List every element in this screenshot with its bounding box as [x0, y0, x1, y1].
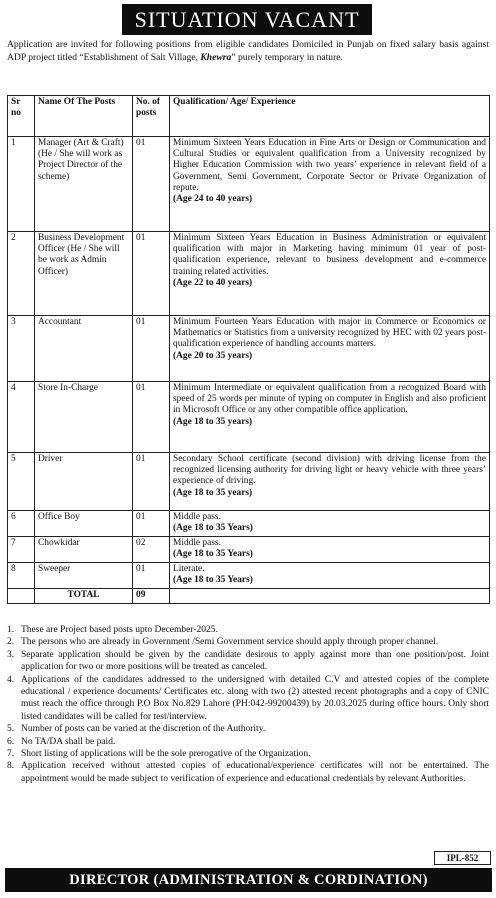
note-text: The persons who are already in Government /Semi Government service should apply through proper channel.	[21, 637, 439, 648]
row-qualification	[170, 316, 490, 382]
row-qualification	[170, 563, 490, 589]
qualification-text: Literate.	[173, 564, 205, 574]
note-text: Applications of the candidates addressed to the undersigned with detailed C.V and attested copies of the complete educational / experience documents/ Certificates etc. along with two (2) attested recent photographs and a copy of CNIC must reach the office through P.O Box No.829 Lahore (PH:042-99200439) by 20.03.2025 during office hours. Only short listed candidates will be called for test/interview.	[21, 674, 489, 722]
note-text: Number of posts can be varied at the discretion of the Authority.	[21, 724, 266, 735]
row-qualification	[170, 511, 490, 537]
row-post-count: 02	[133, 537, 170, 563]
row-post-name: Sweeper	[35, 563, 133, 589]
qualification-text: Secondary School certificate (second division) with driving license from the recognized licensing authority for driving light or heavy vehicle with three years’ experience of driving.	[173, 454, 486, 487]
header-name: Name Of The Posts	[35, 96, 133, 137]
footer-banner: DIRECTOR (ADMINISTRATION & CORDINATION)	[5, 868, 492, 892]
positions-table	[7, 95, 490, 604]
note-item	[7, 674, 489, 724]
header-qual: Qualification/ Age/ Experience	[170, 96, 490, 137]
table-row	[8, 453, 490, 511]
qualification-text: Minimum Sixteen Years Education in Fine Arts or Design or Communication and Cultural Studies or equivalent qualification from a University recognized by Higher Education Commission with two years’ experience in relevant field of a Government, Semi Government, Corporate Sector or Private Organization of repute.	[173, 138, 486, 193]
note-item	[7, 636, 489, 648]
row-qualification	[170, 232, 490, 316]
table-total-row	[8, 589, 490, 604]
row-sr: 8	[8, 563, 35, 589]
table-row	[8, 137, 490, 232]
note-text: No TA/DA shall be paid.	[21, 736, 116, 747]
note-text: Application received without attested copies of educational/experience certificates will not be entertained. The appointment would be made subject to verification of experience and educational credentials by relevant Authorities.	[21, 761, 489, 784]
row-post-name: Manager (Art & Craft) (He / She will work as Project Director of the scheme)	[35, 137, 133, 232]
age-limit: (Age 20 to 35 years)	[173, 350, 253, 361]
row-qualification	[170, 537, 490, 563]
table-row	[8, 232, 490, 316]
note-number: 4.	[7, 674, 15, 685]
intro-paragraph	[7, 39, 489, 64]
row-qualification	[170, 137, 490, 232]
note-item	[7, 736, 489, 748]
qualification-text: Minimum Fourteen Years Education with major in Commerce or Economics or Mathematics or Statistics from a university recognized by HEC with 02 years post-qualification experience of handling accounts matters.	[173, 317, 486, 350]
row-qualification	[170, 382, 490, 453]
note-number: 5.	[7, 724, 15, 735]
intro-text: Application are invited for following positions from eligible candidates Domiciled in Punjab on fixed salary basis against ADP project titled “Establishment of Salt Village,	[7, 39, 489, 63]
intro-text-end: ” purely temporary in nature.	[231, 51, 343, 63]
note-number: 1.	[7, 625, 15, 635]
row-post-count: 01	[133, 453, 170, 511]
age-limit: (Age 24 to 40 years)	[173, 194, 253, 205]
intro-emphasis: Khewra	[200, 51, 232, 63]
row-post-name: Business Development Officer (He / She will be work as Admin Officer)	[35, 232, 133, 316]
note-number: 7.	[7, 749, 15, 760]
row-post-name: Chowkidar	[35, 537, 133, 563]
note-text: These are Project based posts upto December-2025.	[21, 625, 218, 635]
row-sr: 3	[8, 316, 35, 382]
note-text: Short listing of applications will be the sole prerogative of the Organization.	[21, 749, 311, 760]
page-title: SITUATION VACANT	[122, 4, 372, 35]
note-number: 6.	[7, 736, 15, 747]
header-num: No. of posts	[133, 96, 170, 137]
note-item	[7, 760, 489, 785]
age-limit: (Age 22 to 40 years)	[173, 277, 253, 288]
row-sr: 4	[8, 382, 35, 453]
note-item	[7, 723, 489, 735]
qualification-text: Middle pass.	[173, 512, 221, 522]
row-post-count: 01	[133, 137, 170, 232]
row-post-name: Office Boy	[35, 511, 133, 537]
note-number: 2.	[7, 637, 15, 648]
qualification-text: Minimum Intermediate or equivalent qualification from a recognized Board with speed of 25 words per minute of typing on computer in English and also proficient in Microsoft Office or any other compatible office application.	[173, 383, 486, 416]
total-value: 09	[133, 589, 170, 604]
total-blank	[170, 589, 490, 604]
note-item	[7, 624, 489, 636]
note-number: 3.	[7, 649, 15, 660]
reference-code: IPL-852	[434, 851, 491, 865]
total-label: TOTAL	[35, 589, 133, 604]
row-sr: 1	[8, 137, 35, 232]
row-sr: 2	[8, 232, 35, 316]
age-limit: (Age 18 to 35 Years)	[173, 549, 253, 560]
age-limit: (Age 18 to 35 years)	[173, 416, 253, 427]
note-number: 8.	[7, 761, 15, 772]
row-post-count: 01	[133, 563, 170, 589]
row-post-count: 01	[133, 316, 170, 382]
total-empty	[8, 589, 35, 604]
notes-list	[7, 624, 489, 785]
table-row	[8, 563, 490, 589]
header-sr: Sr no	[8, 96, 35, 137]
age-limit: (Age 18 to 35 Years)	[173, 575, 253, 586]
row-post-name: Accountant	[35, 316, 133, 382]
row-post-count: 01	[133, 511, 170, 537]
table-row	[8, 382, 490, 453]
age-limit: (Age 18 to 35 Years)	[173, 523, 253, 534]
age-limit: (Age 18 to 35 years)	[173, 487, 253, 498]
note-text: Separate application should be given by the candidate desirous to apply against more than one position/post. Joint application for two or more positions will be treated as canceled.	[21, 649, 489, 673]
table-header-row	[8, 96, 490, 137]
table-row	[8, 511, 490, 537]
row-sr: 6	[8, 511, 35, 537]
note-item	[7, 649, 489, 674]
row-post-count: 01	[133, 232, 170, 316]
row-post-name: Driver	[35, 453, 133, 511]
qualification-text: Minimum Sixteen Years Education in Business Administration or equivalent qualification with major in Marketing having minimum 01 year of post-qualification experience, relevant to business development and e-commerce training related activities.	[173, 233, 486, 277]
row-post-name: Store In-Charge	[35, 382, 133, 453]
note-item	[7, 748, 489, 760]
row-post-count: 01	[133, 382, 170, 453]
qualification-text: Middle pass.	[173, 538, 221, 548]
row-qualification	[170, 453, 490, 511]
row-sr: 5	[8, 453, 35, 511]
table-row	[8, 316, 490, 382]
table-row	[8, 537, 490, 563]
row-sr: 7	[8, 537, 35, 563]
